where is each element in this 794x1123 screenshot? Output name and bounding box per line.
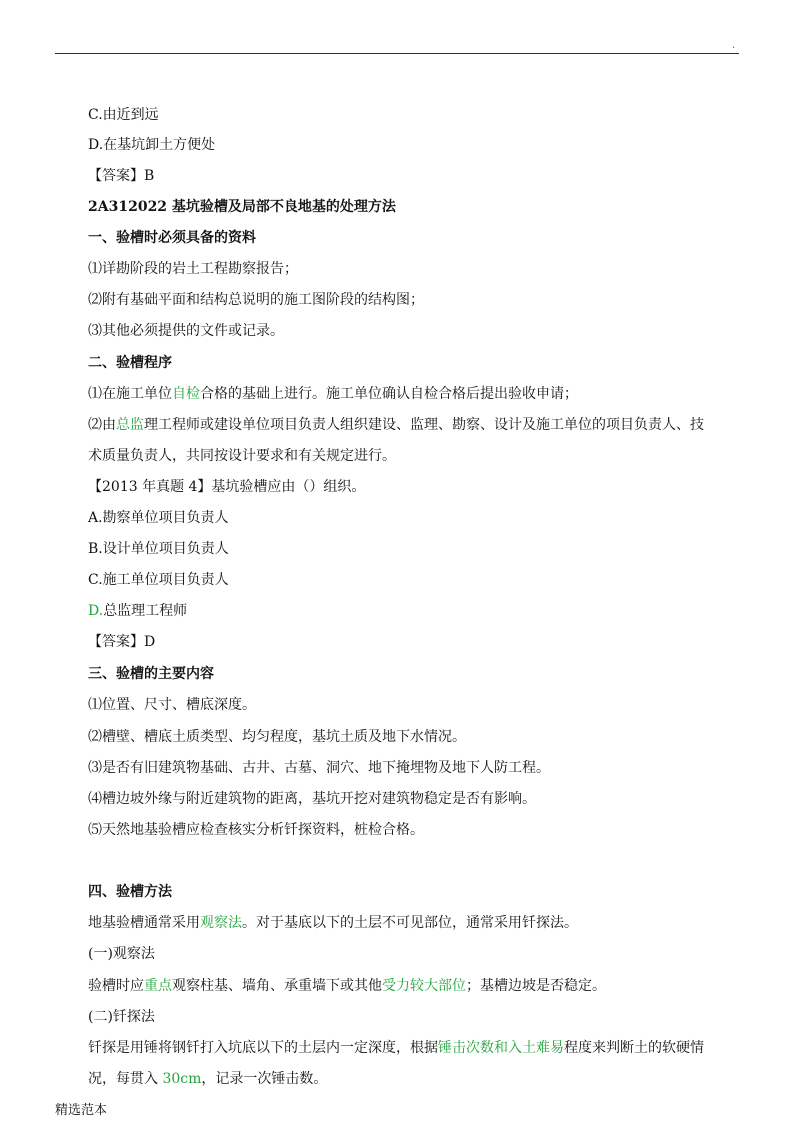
content-2: ⑵槽壁、槽底土质类型、均匀程度，基坑土质及地下水情况。 (88, 729, 466, 745)
procedure-1-highlight: 自检 (172, 386, 200, 402)
heading-2: 二、验槽程序 (88, 355, 172, 371)
probe-f: ，记录一次锤击数。 (201, 1071, 328, 1087)
answer-2: 【答案】D (88, 634, 156, 650)
observe-highlight-1: 重点 (144, 978, 172, 994)
item-1-2: ⑵附有基础平面和结构总说明的施工图阶段的结构图； (88, 292, 424, 308)
option-d-2 (88, 601, 187, 621)
option-b: B.设计单位项目负责人 (88, 541, 229, 557)
heading-4: 四、验槽方法 (88, 884, 172, 900)
procedure-1 (88, 384, 578, 404)
method-observe-title: (一)观察法 (88, 946, 155, 962)
item-1-3: ⑶其他必须提供的文件或记录。 (88, 323, 284, 339)
answer-1: 【答案】B (88, 168, 155, 184)
content-3: ⑶是否有旧建筑物基础、古井、古墓、洞穴、地下掩埋物及地下人防工程。 (88, 760, 550, 776)
probe-highlight-2: 30cm (162, 1071, 202, 1087)
option-d-1: D.在基坑卸土方便处 (88, 137, 216, 153)
header-rule (55, 53, 739, 54)
observe-highlight-2: 受力较大部位 (382, 978, 466, 994)
method-observe-text (88, 976, 606, 996)
section-title: 2A312022 基坑验槽及局部不良地基的处理方法 (88, 199, 396, 215)
header-mark: . (732, 40, 736, 51)
procedure-1-c: 合格的基础上进行。施工单位确认自检合格后提出验收申请； (200, 386, 578, 402)
content-5: ⑸天然地基验槽应检查核实分析钎探资料，桩检合格。 (88, 822, 424, 838)
procedure-2-cont: 术质量负责人，共同按设计要求和有关规定进行。 (88, 448, 396, 464)
procedure-2-highlight: 总监 (116, 417, 144, 433)
procedure-2 (88, 415, 704, 435)
heading-3: 三、验槽的主要内容 (88, 666, 214, 682)
option-a: A.勘察单位项目负责人 (88, 510, 229, 526)
option-d-text: 总监理工程师 (103, 603, 188, 619)
observe-a: 验槽时应 (88, 978, 144, 994)
method-intro-a: 地基验槽通常采用 (88, 915, 200, 931)
heading-1: 一、验槽时必须具备的资料 (88, 230, 256, 246)
probe-c: 程度来判断土的软硬情 (564, 1040, 704, 1056)
procedure-2-c: 理工程师或建设单位项目负责人组织建设、监理、勘察、设计及施工单位的项目负责人、技 (144, 417, 704, 433)
method-probe-cont (88, 1069, 327, 1089)
content-1: ⑴位置、尺寸、槽底深度。 (88, 697, 256, 713)
exam-question: 【2013 年真题 4】基坑验槽应由（）组织。 (88, 479, 366, 495)
observe-e: ；基槽边坡是否稳定。 (466, 978, 606, 994)
option-c-1: C.由近到远 (88, 107, 159, 123)
method-intro-c: 。对于基底以下的土层不可见部位，通常采用钎探法。 (242, 915, 578, 931)
option-c-2: C.施工单位项目负责人 (88, 572, 229, 588)
option-d-letter: D. (88, 603, 104, 619)
footer-text: 精选范本 (55, 1103, 108, 1118)
procedure-1-a: ⑴在施工单位 (88, 386, 172, 402)
procedure-2-a: ⑵由 (88, 417, 116, 433)
probe-d: 况，每贯入 (88, 1071, 163, 1087)
probe-a: 钎探是用锤将钢钎打入坑底以下的土层内一定深度，根据 (88, 1040, 438, 1056)
method-intro-highlight: 观察法 (200, 915, 242, 931)
observe-c: 观察柱基、墙角、承重墙下或其他 (172, 978, 382, 994)
method-intro (88, 913, 578, 933)
item-1-1: ⑴详勘阶段的岩土工程勘察报告； (88, 261, 298, 277)
method-probe-title: (二)钎探法 (88, 1009, 155, 1025)
probe-highlight-1: 锤击次数和入土难易 (438, 1040, 564, 1056)
content-4: ⑷槽边坡外缘与附近建筑物的距离，基坑开挖对建筑物稳定是否有影响。 (88, 791, 536, 807)
method-probe-text (88, 1038, 704, 1058)
